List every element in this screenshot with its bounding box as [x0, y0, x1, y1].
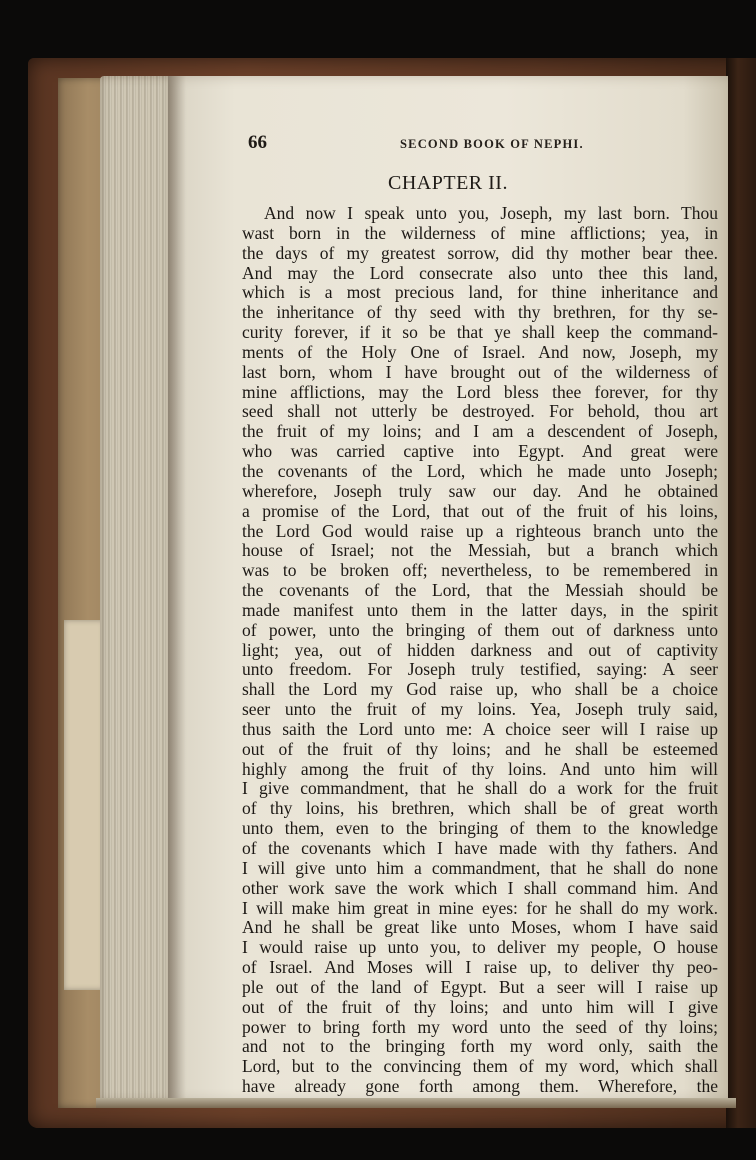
- running-head: [248, 132, 688, 156]
- text-line: of thy loins, his brethren, which shall be of great worth: [242, 799, 718, 819]
- text-line: power to bring forth my word unto the seed of thy loins;: [242, 1017, 718, 1037]
- text-line: I would raise up unto you, to deliver my people, O house: [242, 938, 718, 958]
- text-line: and not to the bringing forth my word only, saith the: [242, 1037, 718, 1057]
- text-line: wherefore, Joseph truly saw our day. And he obtained: [242, 481, 718, 501]
- text-line: who was carried captive into Egypt. And great were: [242, 442, 718, 462]
- text-line: was to be broken off; nevertheless, to be remembered in: [242, 561, 718, 581]
- text-line: And he shall be great like unto Moses, whom I have said: [242, 918, 718, 938]
- text-line: the covenants of the Lord, which he made unto Joseph;: [242, 461, 718, 481]
- bottom-page-edge: [96, 1098, 736, 1108]
- text-line: the inheritance of thy seed with thy brethren, for thy se-: [242, 303, 718, 323]
- text-line: which is a most precious land, for thine inheritance and: [242, 283, 718, 303]
- text-line: And may the Lord consecrate also unto thee this land,: [242, 263, 718, 283]
- text-line: seer unto the fruit of my loins. Yea, Joseph truly said,: [242, 700, 718, 720]
- text-line: ple out of the land of Egypt. But a seer will I raise up: [242, 977, 718, 997]
- page-number: 66: [248, 132, 267, 153]
- text-line: seed shall not utterly be destroyed. For behold, thou art: [242, 402, 718, 422]
- text-line: of power, unto the bringing of them out of darkness unto: [242, 620, 718, 640]
- text-line: the fruit of my loins; and I am a descendent of Joseph,: [242, 422, 718, 442]
- text-line: other work save the work which I shall command him. And: [242, 878, 718, 898]
- text-line: unto them, even to the bringing of them to the knowledge: [242, 819, 718, 839]
- text-line: the covenants of the Lord, that the Messiah should be: [242, 581, 718, 601]
- text-line: a promise of the Lord, that out of the fruit of his loins,: [242, 501, 718, 521]
- page-edges: [100, 76, 172, 1102]
- text-line: out of the fruit of thy loins; and unto him will I give: [242, 997, 718, 1017]
- text-line: And now I speak unto you, Joseph, my last born. Thou: [264, 204, 718, 223]
- text-line: curity forever, if it so be that ye shall keep the command-: [242, 323, 718, 343]
- text-line: out of the fruit of thy loins; and he shall be esteemed: [242, 739, 718, 759]
- text-line: of the covenants which I have made with thy fathers. And: [242, 839, 718, 858]
- text-line: highly among the fruit of thy loins. And unto him will: [242, 759, 718, 779]
- text-line: I will make him great in mine eyes: for he shall do my work.: [242, 898, 718, 918]
- text-line: house of Israel; not the Messiah, but a branch which: [242, 541, 718, 561]
- text-line: of Israel. And Moses will I raise up, to deliver thy peo-: [242, 958, 718, 978]
- text-line: made manifest unto them in the latter days, in the spirit: [242, 600, 718, 620]
- text-line: I give commandment, that he shall do a work for the fruit: [242, 779, 718, 799]
- endpaper-panel: [64, 620, 104, 990]
- text-line: ments of the Holy One of Israel. And now, Joseph, my: [242, 342, 718, 362]
- text-line: the Lord God would raise up a righteous branch unto the: [242, 521, 718, 541]
- running-title: SECOND BOOK OF NEPHI.: [400, 137, 584, 151]
- facing-page-edge: [726, 58, 756, 1128]
- text-line: I will give unto him a commandment, that he shall do none: [242, 858, 718, 878]
- gutter-shadow: [168, 76, 186, 1102]
- text-line: light; yea, out of hidden darkness and out of captivity: [242, 640, 718, 660]
- text-line: last born, whom I have brought out of the wilderness of: [242, 362, 718, 382]
- text-line: unto freedom. For Joseph truly testified, saying: A seer: [242, 660, 718, 680]
- body-text: [242, 204, 718, 1097]
- book-page: [168, 76, 728, 1102]
- text-line: the days of my greatest sorrow, did thy mother bear thee.: [242, 243, 718, 263]
- chapter-heading: CHAPTER II.: [388, 172, 508, 194]
- text-line: have already gone forth among them. Wherefore, the: [242, 1077, 718, 1097]
- text-line: wast born in the wilderness of mine afflictions; yea, in: [242, 223, 718, 243]
- text-line: thus saith the Lord unto me: A choice seer will I raise up: [242, 719, 718, 739]
- text-line: mine afflictions, may the Lord bless thee forever, for thy: [242, 382, 718, 402]
- text-line: shall the Lord my God raise up, who shall be a choice: [242, 680, 718, 700]
- text-line: Lord, but to the convincing them of my word, which shall: [242, 1057, 718, 1077]
